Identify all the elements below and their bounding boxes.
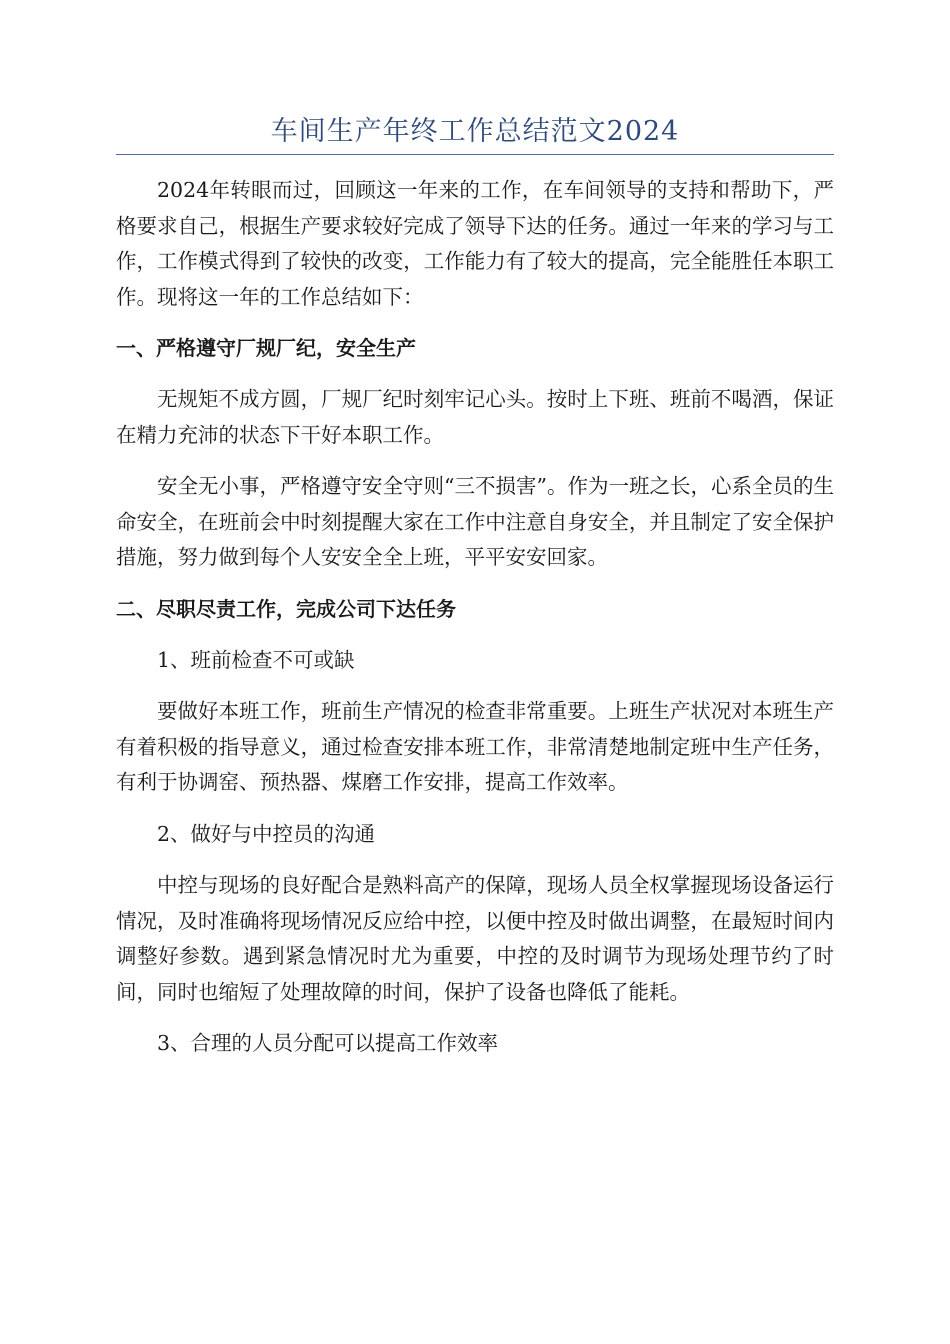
intro-paragraph: 2024年转眼而过，回顾这一年来的工作，在车间领导的支持和帮助下，严格要求自己，根据生产要求较好完成了领导下达的任务。通过一年来的学习与工作，工作模式得到了较快的改变，工作能力有了较大的提高，完全能胜任本职工作。现将这一年的工作总结如下： — [116, 178, 834, 309]
subsection-3-title: 3、合理的人员分配可以提高工作效率 — [157, 1031, 499, 1055]
document-page — [116, 112, 834, 1078]
subsection-1-title: 1、班前检查不可或缺 — [157, 647, 355, 672]
subsection-2-paragraph: 中控与现场的良好配合是熟料高产的保障，现场人员全权掌握现场设备运行情况，及时准确将现场情况反应给中控，以便中控及时做出调整，在最短时间内调整好参数。遇到紧急情况时尤为重要，中控的及时调节为现场处理节约了时间，同时也缩短了处理故障的时间，保护了设备也降低了能耗。 — [116, 873, 834, 1004]
section-1-paragraph-2: 安全无小事，严格遵守安全守则“三不损害”。作为一班之长，心系全员的生命安全，在班前会中时刻提醒大家在工作中注意自身安全，并且制定了安全保护措施，努力做到每个人安安全全上班，平平安安回家。 — [116, 474, 834, 569]
title-underline — [116, 154, 834, 155]
subsection-1-paragraph: 要做好本班工作，班前生产情况的检查非常重要。上班生产状况对本班生产有着积极的指导意义，通过检查安排本班工作，非常清楚地制定班中生产任务，有利于协调窑、预热器、煤磨工作安排，提高工作效率。 — [116, 699, 834, 794]
subsection-2-title: 2、做好与中控员的沟通 — [157, 821, 376, 846]
document-title: 车间生产年终工作总结范文2024 — [270, 116, 680, 147]
section-1-paragraph-1: 无规矩不成方圆，厂规厂纪时刻牢记心头。按时上下班、班前不喝酒，保证在精力充沛的状态下干好本职工作。 — [116, 387, 834, 447]
section-2-heading: 二、尽职尽责工作，完成公司下达任务 — [116, 596, 456, 621]
section-1-heading: 一、严格遵守厂规厂纪，安全生产 — [116, 336, 416, 360]
